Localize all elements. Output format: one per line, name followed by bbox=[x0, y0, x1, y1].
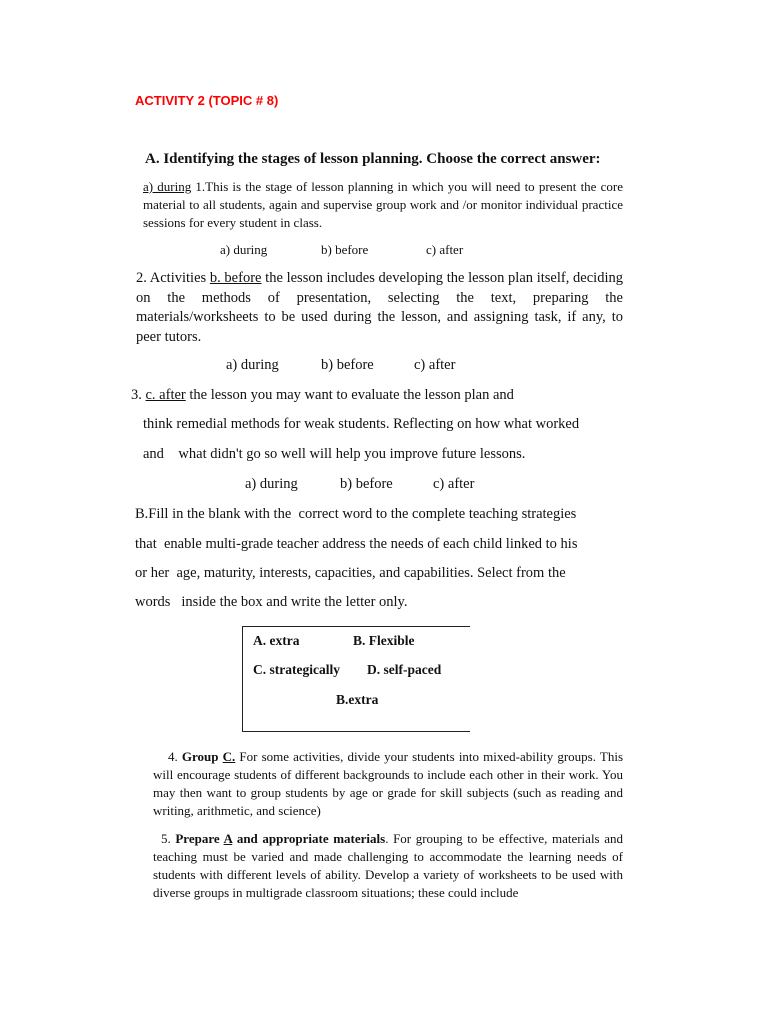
options-row-2 bbox=[0, 357, 768, 377]
q5-bold-2: and appropriate materials bbox=[232, 831, 386, 846]
question-4 bbox=[153, 748, 623, 820]
word-box bbox=[242, 626, 470, 732]
option-after: c) after bbox=[426, 242, 464, 257]
options-row-3 bbox=[0, 476, 768, 496]
q5-text: . For grouping to be effective, materials and teaching must be varied and made challenging to accommodate the learning needs of students with different levels of ability. Develop a variety of worksheets to be used with diverse groups in multigrade classroom situations; these could include bbox=[153, 831, 623, 900]
section-b-line-2: that enable multi-grade teacher address the needs of each child linked to his bbox=[135, 536, 578, 552]
choice-d: D. self-paced bbox=[367, 662, 442, 677]
handwritten-answer-note: B.extra bbox=[336, 692, 379, 707]
q2-answer: b. before bbox=[209, 270, 262, 286]
q5-answer: A bbox=[223, 831, 233, 846]
activity-title: ACTIVITY 2 (TOPIC # 8) bbox=[135, 93, 279, 108]
option-during: a) during bbox=[220, 242, 268, 257]
option-before: b) before bbox=[321, 242, 369, 257]
section-b-line-4: words inside the box and write the letter only. bbox=[135, 594, 408, 610]
section-b-line-3: or her age, maturity, interests, capacities, and capabilities. Select from the bbox=[135, 565, 566, 581]
q3-answer: c. after bbox=[145, 387, 186, 403]
question-3-line-1 bbox=[131, 387, 514, 404]
q5-bold-1: Prepare bbox=[175, 831, 224, 846]
option-before: b) before bbox=[321, 357, 374, 373]
option-during: a) during bbox=[226, 357, 279, 373]
question-3-line-3: and what didn't go so well will help you improve future lessons. bbox=[143, 446, 526, 462]
options-row-1 bbox=[0, 241, 768, 259]
question-1 bbox=[143, 178, 623, 232]
q4-answer: C. bbox=[222, 749, 236, 764]
option-during: a) during bbox=[245, 476, 298, 492]
q1-text: 1.This is the stage of lesson planning in which you will need to present the core material to all students, again and supervise group work and /or monitor individual practice sessions for every student in class. bbox=[143, 179, 623, 230]
q4-num: 4. bbox=[168, 749, 182, 764]
q2-text: the lesson includes developing the lesson plan itself, deciding on the methods of presentation, selecting the text, preparing the materials/worksheets to be used during the lesson, and assigning task, if any, to peer tutors. bbox=[136, 270, 623, 345]
q3-line1: the lesson you may want to evaluate the lesson plan and bbox=[185, 387, 514, 403]
question-2 bbox=[136, 269, 623, 347]
choice-a: A. extra bbox=[253, 633, 300, 648]
q5-num: 5. bbox=[161, 831, 176, 846]
question-3-line-2: think remedial methods for weak students. Reflecting on how what worked bbox=[143, 416, 580, 432]
option-after: c) after bbox=[433, 476, 475, 492]
section-a-heading: A. Identifying the stages of lesson planning. Choose the correct answer: bbox=[145, 151, 601, 167]
section-b-line-1: B.Fill in the blank with the correct word to the complete teaching strategies bbox=[135, 506, 577, 522]
q3-prefix: 3. bbox=[131, 387, 146, 403]
option-before: b) before bbox=[340, 476, 393, 492]
q4-text: For some activities, divide your students into mixed-ability groups. This will encourage students of different backgrounds to include each other in their work. You may then want to group students by age or grade for skill subjects (such as reading and writing, arithmetic, and science) bbox=[153, 749, 624, 818]
q1-answer: a) during bbox=[143, 179, 192, 194]
choice-b: B. Flexible bbox=[353, 633, 415, 648]
choice-c: C. strategically bbox=[253, 662, 340, 677]
question-5 bbox=[153, 830, 623, 902]
option-after: c) after bbox=[414, 357, 456, 373]
q2-prefix: 2. Activities bbox=[136, 270, 210, 286]
q4-bold: Group bbox=[181, 749, 223, 764]
